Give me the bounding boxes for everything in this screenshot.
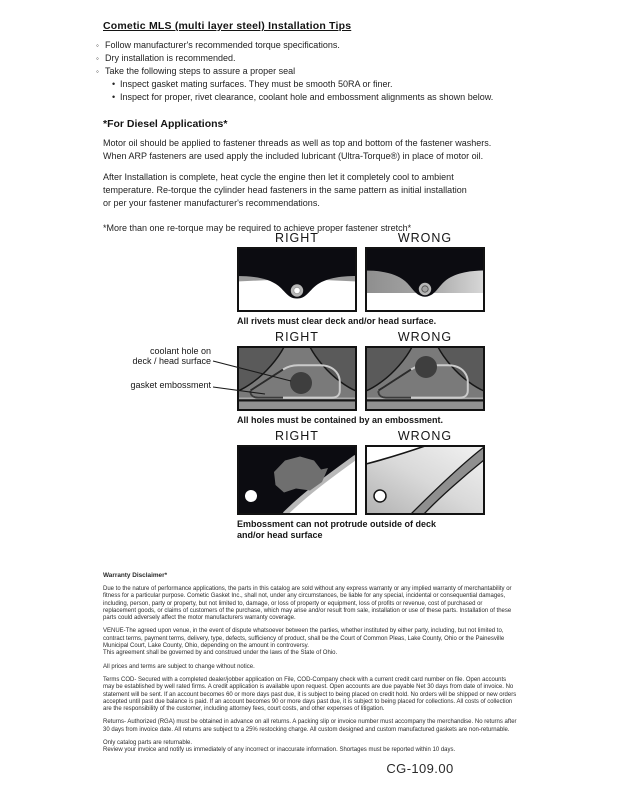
list-item (96, 65, 536, 78)
open-bullet-icon: ◦ (96, 67, 99, 76)
disclaimer-paragraph: Due to the nature of performance applications, the parts in this catalog are sold without any express warranty or any implied warranty of merchantability or fitness for a particular purpose. Cometic Gasket Inc., shall not, under any circumstances, be liable for any special, incidental or consequential damages, including, person, party or property, but not limited to, damage, or loss of property or equipment, loss of profits or revenue, cost of purchased or replacement goods, or claims of customers of the purchase, which may arise and/or result from sale, installation or use of these parts. Installation of these parts could adversely affect the motor manufacturers warranty coverage. (103, 586, 512, 622)
coolant-hole (415, 356, 437, 378)
paragraph (103, 137, 515, 163)
rivet-center (294, 287, 300, 293)
filled-bullet-icon: • (112, 92, 116, 102)
bolt-hole (245, 490, 257, 502)
bolt-hole (374, 490, 386, 502)
retorque-note: *More than one re-torque may be required to achieve proper fastener stretch* (103, 222, 412, 233)
bullet-text: Inspect gasket mating surfaces. They must be smooth 50RA or finer. (120, 79, 393, 89)
fig1-wrong-diagram (365, 247, 485, 312)
disclaimer-paragraph: Returns- Authorized (RGA) must be obtained in advance on all returns. A packing slip or invoice number must accompany the merchandise. No returns after 30 days from invoice date. All returns are subject to a 25% restocking charge. All custom designed and custom manufactured gaskets are non-returnable. (103, 719, 517, 733)
paragraph (103, 171, 515, 210)
list-item (112, 91, 536, 104)
figure-caption: All holes must be contained by an embossment. (237, 415, 444, 425)
caption-line: and/or head surface (237, 530, 323, 540)
right-label: RIGHT (275, 330, 319, 344)
right-label: RIGHT (275, 231, 319, 245)
gasket-embossment-callout: gasket embossment (130, 380, 211, 390)
installation-tips-section (88, 20, 536, 104)
warranty-disclaimer-section (103, 572, 517, 761)
filled-bullet-icon: • (112, 79, 116, 89)
disclaimer-paragraph: Only catalog parts are returnable. (103, 740, 193, 747)
fig3-wrong-diagram (365, 445, 485, 515)
page-code: CG-109.00 (386, 761, 454, 776)
disclaimer-paragraph: VENUE-The agreed upon venue, in the event of dispute whatsoever between the parties, whether instituted by either party, including, but not limited to, contract terms, payment terms, delivery, type, defects, sufficiency of product, shall be the Court of Common Pleas, Lake County, Ohio or the Painesville Municipal Court, Lake County, Ohio, depending on the amount in controversy. (103, 628, 505, 650)
fig2-wrong-diagram (365, 346, 485, 411)
callout-leader-lines (115, 345, 315, 405)
fig1-right-diagram (237, 247, 357, 312)
paragraph-line: Motor oil should be applied to fastener threads as well as top and bottom of the fastener washers. (103, 138, 492, 148)
bullet-text: Follow manufacturer's recommended torque specifications. (105, 40, 340, 50)
open-bullet-icon: ◦ (96, 54, 99, 63)
disclaimer-paragraph: This agreement shall be governed by and construed under the laws of the State of Ohio. (103, 650, 338, 657)
wrong-label: WRONG (397, 429, 453, 443)
fig3-right-diagram (237, 445, 357, 515)
section-heading: *For Diesel Applications* (103, 118, 228, 130)
list-item (96, 52, 536, 65)
wrong-label: WRONG (397, 231, 453, 245)
disclaimer-paragraph: Terms COD- Secured with a completed dealer/jobber application on File, COD-Company check with a current credit card number on file. Open accounts may be established by well rated firms. A credit application is available upon request. Open accounts are due payable Net 30 days from date of invoice. No statement will be sent. If an account becomes 60 or more days past due, it is subject to being placed on credit hold. No orders will be shipped or new orders accepted until past due balance is paid. If an account becomes 90 or more days past due, it is subject to being placed for collections. All costs of collection are the responsibility of the customer, including attorney fees, court costs, and other expenses of litigation. (103, 676, 517, 713)
callout-line: coolant hole on (149, 346, 211, 356)
paragraph-line: or per your fastener manufacturer's recommendations. (103, 197, 320, 208)
open-bullet-icon: ◦ (96, 41, 99, 50)
paragraph-line: After Installation is complete, heat cycle the engine then let it completely cool to ambient (103, 171, 454, 182)
caption-line: Embossment can not protrude outside of deck (237, 519, 437, 529)
figure-caption: All rivets must clear deck and/or head surface. (237, 316, 437, 326)
paragraph-line: When ARP fasteners are used apply the included lubricant (Ultra-Torque®) in place of motor oil. (103, 150, 484, 161)
page-title: Cometic MLS (multi layer steel) Installation Tips (103, 20, 352, 32)
figure-embossment-protrusion (237, 429, 497, 541)
right-label: RIGHT (275, 429, 319, 443)
paragraph-line: temperature. Re-torque the cylinder head fasteners in the same pattern as initial installation (103, 184, 467, 195)
list-item (96, 39, 536, 52)
diesel-applications-section (103, 118, 515, 242)
list-item (112, 78, 536, 91)
callout-line: deck / head surface (132, 355, 211, 366)
disclaimer-paragraph: Review your invoice and notify us immediately of any incorrect or inaccurate information. Shortages must be reported within 10 days. (103, 747, 456, 754)
figure-caption (237, 519, 497, 541)
figure-rivet-clearance (237, 231, 497, 327)
rivet-center (422, 286, 428, 292)
disclaimer-heading: Warranty Disclaimer* (103, 572, 168, 579)
wrong-label: WRONG (397, 330, 453, 344)
disclaimer-paragraph: All prices and terms are subject to change without notice. (103, 663, 255, 670)
bullet-text: Inspect for proper, rivet clearance, coolant hole and embossment alignments as shown below. (120, 92, 494, 102)
bullet-text: Take the following steps to assure a proper seal (105, 66, 296, 76)
bullet-text: Dry installation is recommended. (105, 53, 236, 63)
